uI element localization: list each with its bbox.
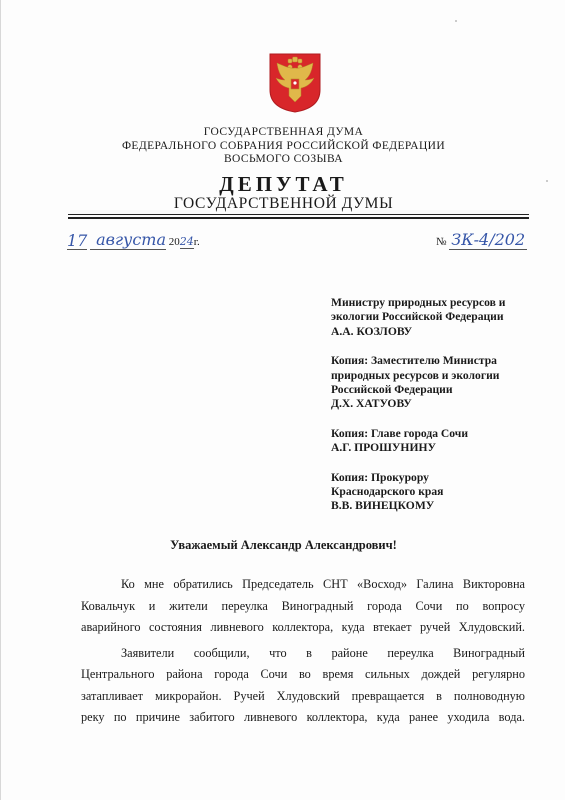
date-month: августа (96, 230, 166, 249)
body-line: Заявители сообщили, что в районе переулка Виноградный (121, 645, 525, 660)
org-line-1: ГОСУДАРСТВЕННАЯ ДУМА (203, 126, 364, 138)
addressee-line: природных ресурсов и экологии (331, 368, 500, 382)
date-year-prefix: 20 (168, 236, 180, 248)
body-line: Ковальчук и жители переулка Виноградный города Сочи по вопросу (81, 598, 525, 613)
body-line: затапливает микрорайон. Ручей Хлудовский превращается в полноводную (81, 688, 525, 703)
salutation: Уважаемый Александр Александрович! (170, 538, 397, 552)
addressee-line: Министру природных ресурсов и (331, 296, 506, 309)
addressee-line: Краснодарского края (331, 485, 444, 499)
header-divider-thick (68, 217, 529, 219)
addressee-line: экологии Российской Федерации (331, 310, 504, 324)
addressee-copy-prosecutor (331, 471, 541, 514)
body-line: Ко мне обратились Председатель СНТ «Восход» Галина Викторовна (121, 577, 525, 591)
body-paragraph (81, 574, 525, 639)
number-prefix: № (436, 236, 447, 248)
date-day: 17 (67, 231, 88, 250)
letter-date (67, 230, 200, 250)
org-line-3: ВОСЬМОГО СОЗЫВА (223, 153, 344, 165)
number-value: ЗК-4/202 (451, 230, 526, 249)
addressee-line: Копия: Заместителю Министра (331, 354, 497, 368)
date-year-unit: г. (193, 236, 200, 248)
letter-number (436, 230, 527, 249)
header-divider-thin (68, 214, 529, 215)
letter-body (81, 574, 525, 733)
addressee-line: Копия: Прокурору (331, 470, 429, 484)
addressee-line: Копия: Главе города Сочи (331, 426, 469, 440)
addressee-line: Д.Х. ХАТУОВУ (331, 397, 412, 411)
letterhead-title: ДЕПУТАТ (219, 171, 348, 196)
addressee-primary (331, 296, 541, 339)
addressee-copy-mayor (331, 427, 541, 456)
addressee-line: В.В. ВИНЕЦКОМУ (331, 499, 435, 513)
letterhead (1, 126, 565, 213)
date-year-suffix: 24 (179, 235, 194, 248)
addressee-line: А.А. КОЗЛОВУ (331, 324, 413, 338)
addressee-line: Российской Федерации (331, 383, 453, 397)
org-line-2: ФЕДЕРАЛЬНОГО СОБРАНИЯ РОССИЙСКОЙ ФЕДЕРАЦИИ (121, 139, 446, 152)
scan-speck (546, 180, 548, 182)
body-line: Центрального района города Сочи во время сильных дождей регулярно (81, 667, 525, 681)
addressee-copy-deputy-minister (331, 354, 541, 412)
addressees-block (331, 296, 541, 529)
body-line: реку по причине забитого ливневого коллектора, куда ранее уходила вода. (81, 710, 525, 724)
coat-of-arms-emblem-icon (268, 52, 322, 114)
body-paragraph (81, 643, 525, 729)
scan-speck (455, 20, 457, 22)
letterhead-subtitle: ГОСУДАРСТВЕННОЙ ДУМЫ (173, 194, 394, 212)
body-line: аварийного состояния ливневого коллектора, куда втекает ручей Хлудовский. (81, 620, 525, 634)
addressee-line: А.Г. ПРОШУНИНУ (331, 441, 436, 455)
